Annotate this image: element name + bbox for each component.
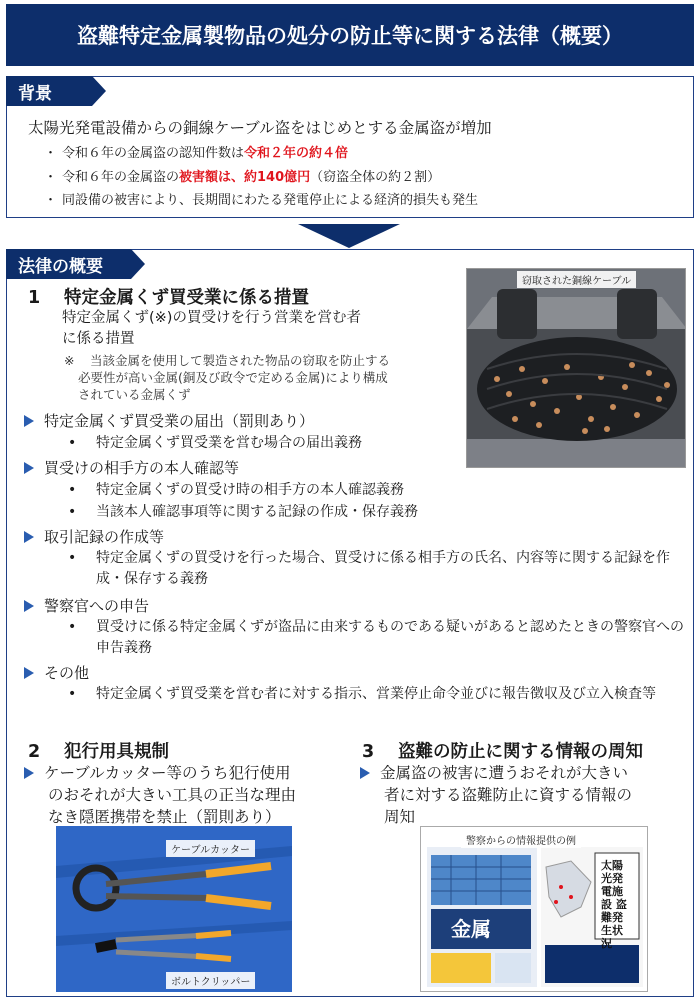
poster-side-text: 太陽光発電施設 盗難発生状況 (601, 859, 627, 950)
triangle-bullet-icon (24, 667, 34, 679)
item-heading-text: 警察官への申告 (44, 597, 150, 615)
poster-big-text: 金属 (451, 917, 491, 941)
triangle-bullet-icon (24, 767, 34, 779)
police-info-poster (420, 826, 648, 992)
sub-item-text: 買受けに係る特定金属くずが盗品に由来するものである疑いがあると認めたときの警察官への申告義務 (96, 619, 684, 656)
background-lead: 太陽光発電設備からの銅線ケーブル盗をはじめとする金属盗が増加 (28, 119, 492, 137)
cable-cutter-label: ケーブルカッター (166, 840, 255, 857)
bullet: • (68, 619, 77, 635)
sub-item-text: 特定金属くずの買受け時の相手方の本人確認義務 (96, 482, 404, 498)
section-title: 犯行用具規制 (64, 742, 169, 762)
section-3-text: 者に対する盗難防止に資する情報の (384, 786, 633, 804)
section-2-text (24, 762, 290, 784)
list-item-heading (24, 662, 89, 683)
text-line: 金属盗の被害に遭うおそれが大きい (380, 764, 629, 782)
section-3-heading (362, 738, 643, 763)
law-overview-tag: 法律の概要 (6, 249, 131, 279)
background-item (44, 189, 479, 208)
section-2-text: のおそれが大きい工具の正当な理由 (48, 786, 297, 804)
highlight-text: 令和２年の約４倍 (244, 146, 349, 161)
list-sub-item (68, 433, 688, 454)
list-sub-item (68, 617, 688, 659)
list-sub-item (68, 684, 688, 705)
section-number: 1 (28, 288, 41, 308)
triangle-bullet-icon (24, 462, 34, 474)
background-item (44, 142, 349, 161)
item-heading-text: 取引記録の作成等 (44, 528, 165, 546)
section-number: 2 (28, 742, 41, 762)
section-3-text: 周知 (384, 808, 416, 826)
note-mark: ※ (64, 353, 75, 368)
triangle-bullet-icon (24, 531, 34, 543)
section-title: 盗難の防止に関する情報の周知 (398, 742, 643, 762)
item-text: 令和６年の金属盗の (62, 170, 180, 185)
item-text-post: （窃盗全体の約２割） (310, 170, 441, 185)
item-heading-text: 特定金属くず買受業の届出（罰則あり） (44, 412, 315, 430)
list-item-heading (24, 457, 239, 478)
list-sub-item (68, 548, 688, 590)
sub-item-text: 特定金属くず買受業を営む者に対する指示、営業停止命令並びに報告徴収及び立入検査等 (96, 686, 656, 702)
background-tag: 背景 (6, 76, 92, 106)
triangle-bullet-icon (24, 415, 34, 427)
section-2-text: なき隠匿携帯を禁止（罰則あり） (48, 808, 281, 826)
bullet: ・ (44, 146, 58, 161)
sub-item-text: 特定金属くずの買受けを行った場合、買受けに係る相手方の氏名、内容等に関する記録を作成・保存する義務 (96, 550, 670, 587)
list-item-heading (24, 410, 314, 431)
list-item-heading (24, 595, 149, 616)
bullet: • (68, 482, 77, 498)
item-heading-text: 買受けの相手方の本人確認等 (44, 459, 240, 477)
item-heading-text: その他 (44, 664, 90, 682)
item-text: 令和６年の金属盗の認知件数は (62, 146, 245, 161)
list-sub-item (68, 480, 688, 501)
bullet: • (68, 435, 77, 451)
page-title: 盗難特定金属製物品の処分の防止等に関する法律（概要） (6, 4, 694, 66)
section-1-heading (28, 284, 309, 309)
bullet: ・ (44, 193, 58, 208)
down-arrow-icon (298, 224, 400, 248)
background-item (44, 166, 441, 185)
triangle-bullet-icon (360, 767, 370, 779)
note-line: 当該金属を使用して製造された物品の窃取を防止する (90, 353, 391, 368)
bullet: ・ (44, 170, 58, 185)
section-3-text (360, 762, 628, 784)
bullet: • (68, 504, 77, 520)
section-title: 特定金属くず買受業に係る措置 (64, 288, 309, 308)
triangle-bullet-icon (24, 600, 34, 612)
poster-header: 警察からの情報提供の例 (461, 831, 581, 848)
bolt-clipper-label: ボルトクリッパー (166, 972, 255, 989)
note-line: 必要性が高い金属(銅及び政令で定める金属)により構成 (78, 370, 388, 385)
bullet: • (68, 686, 77, 702)
section-2-heading (28, 738, 169, 763)
text-line: ケーブルカッター等のうち犯行使用 (44, 764, 291, 782)
section-number: 3 (362, 742, 375, 762)
photo-caption: 窃取された銅線ケーブル (517, 271, 636, 288)
sub-item-text: 当該本人確認事項等に関する記録の作成・保存義務 (96, 504, 418, 520)
bullet: • (68, 550, 77, 566)
item-text: 同設備の被害により、長期間にわたる発電停止による経済的損失も発生 (62, 193, 479, 208)
section-1-desc: に係る措置 (62, 331, 135, 347)
highlight-text: 被害額は、約140億円 (179, 170, 311, 185)
list-sub-item (68, 502, 688, 523)
note-line: されている金属くず (78, 387, 191, 402)
tools-photo (56, 826, 292, 992)
list-item-heading (24, 526, 164, 547)
sub-item-text: 特定金属くず買受業を営む場合の届出義務 (96, 435, 362, 451)
section-1-desc: 特定金属くず(※)の買受けを行う営業を営む者 (62, 310, 361, 326)
